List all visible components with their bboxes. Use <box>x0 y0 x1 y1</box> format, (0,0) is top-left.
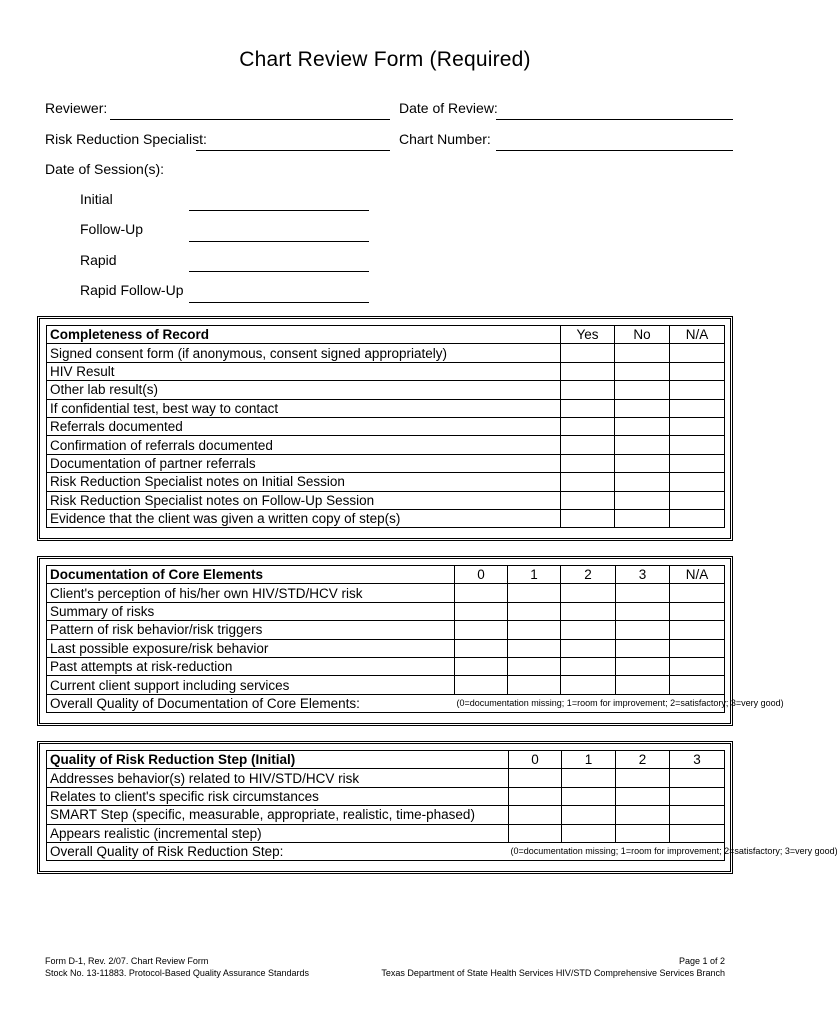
overall-label: Overall Quality of Documentation of Core Elements: <box>47 694 455 712</box>
completeness-section <box>37 316 733 541</box>
no-cell[interactable] <box>615 362 670 380</box>
col-3: 3 <box>670 751 725 769</box>
scale-note: (0=documentation missing; 1=room for improvement; 2=satisfactory; 3=very good) <box>509 842 725 860</box>
row-label: Current client support including services <box>47 676 455 694</box>
yes-cell[interactable] <box>561 399 615 417</box>
row-label: Risk Reduction Specialist notes on Follow-Up Session <box>47 491 561 509</box>
table-row <box>47 806 725 824</box>
row-label: Past attempts at risk-reduction <box>47 657 455 675</box>
score-cell[interactable] <box>670 787 725 805</box>
na-cell[interactable] <box>670 509 725 527</box>
chart-number-label: Chart Number: <box>399 131 491 147</box>
row-label: Confirmation of referrals documented <box>47 436 561 454</box>
no-cell[interactable] <box>615 399 670 417</box>
row-label: Pattern of risk behavior/risk triggers <box>47 621 455 639</box>
no-cell[interactable] <box>615 454 670 472</box>
overall-row <box>47 694 725 712</box>
score-cell[interactable] <box>616 806 670 824</box>
table-row <box>47 454 725 472</box>
session-initial-field[interactable] <box>189 210 369 211</box>
session-rapid-followup-field[interactable] <box>189 302 369 303</box>
table-row <box>47 676 725 694</box>
completeness-heading: Completeness of Record <box>47 326 561 344</box>
na-cell[interactable] <box>670 491 725 509</box>
scale-note: (0=documentation missing; 1=room for improvement; 2=satisfactory; 3=very good) <box>455 694 725 712</box>
table-row <box>47 509 725 527</box>
row-label: Summary of risks <box>47 602 455 620</box>
na-cell[interactable] <box>670 417 725 435</box>
score-cell[interactable] <box>509 787 562 805</box>
yes-cell[interactable] <box>561 454 615 472</box>
session-followup-label: Follow-Up <box>80 221 144 237</box>
chart-number-field[interactable] <box>496 150 733 151</box>
row-label: Appears realistic (incremental step) <box>47 824 509 842</box>
score-cell[interactable] <box>562 806 616 824</box>
score-cell[interactable] <box>508 676 561 694</box>
yes-cell[interactable] <box>561 381 615 399</box>
score-cell[interactable] <box>670 602 725 620</box>
score-cell[interactable] <box>616 657 670 675</box>
table-row <box>47 436 725 454</box>
col-no: No <box>615 326 670 344</box>
table-header-row <box>47 326 725 344</box>
score-cell[interactable] <box>455 676 508 694</box>
row-label: Last possible exposure/risk behavior <box>47 639 455 657</box>
score-cell[interactable] <box>455 621 508 639</box>
form-id: Form D-1, Rev. 2/07. Chart Review Form <box>45 956 209 966</box>
core-elements-table <box>46 565 784 713</box>
score-cell[interactable] <box>616 824 670 842</box>
core-elements-section <box>37 556 784 726</box>
score-cell[interactable] <box>616 787 670 805</box>
score-cell[interactable] <box>670 621 725 639</box>
yes-cell[interactable] <box>561 436 615 454</box>
row-label: Referrals documented <box>47 417 561 435</box>
score-cell[interactable] <box>561 602 616 620</box>
row-label: Risk Reduction Specialist notes on Initial Session <box>47 473 561 491</box>
score-cell[interactable] <box>561 657 616 675</box>
row-label: Client's perception of his/her own HIV/STD/HCV risk <box>47 584 455 602</box>
date-of-review-label: Date of Review: <box>399 100 498 116</box>
score-cell[interactable] <box>616 602 670 620</box>
table-row <box>47 417 725 435</box>
table-row <box>47 344 725 362</box>
score-cell[interactable] <box>561 676 616 694</box>
score-cell[interactable] <box>670 584 725 602</box>
row-label: Relates to client's specific risk circumstances <box>47 787 509 805</box>
no-cell[interactable] <box>615 381 670 399</box>
table-row <box>47 639 725 657</box>
na-cell[interactable] <box>670 344 725 362</box>
table-row <box>47 381 725 399</box>
yes-cell[interactable] <box>561 491 615 509</box>
session-followup-field[interactable] <box>189 241 369 242</box>
row-label: HIV Result <box>47 362 561 380</box>
risk-step-heading: Quality of Risk Reduction Step (Initial) <box>47 751 509 769</box>
score-cell[interactable] <box>508 584 561 602</box>
table-row <box>47 787 725 805</box>
col-na: N/A <box>670 566 725 584</box>
yes-cell[interactable] <box>561 362 615 380</box>
na-cell[interactable] <box>670 362 725 380</box>
score-cell[interactable] <box>616 621 670 639</box>
score-cell[interactable] <box>561 621 616 639</box>
score-cell[interactable] <box>562 769 616 787</box>
session-rapid-followup-label: Rapid Follow-Up <box>80 282 184 298</box>
score-cell[interactable] <box>670 639 725 657</box>
score-cell[interactable] <box>561 639 616 657</box>
score-cell[interactable] <box>455 657 508 675</box>
completeness-table <box>46 325 725 528</box>
agency-name: Texas Department of State Health Services HIV/STD Comprehensive Services Branch <box>381 968 725 978</box>
na-cell[interactable] <box>670 436 725 454</box>
row-label: Addresses behavior(s) related to HIV/STD/HCV risk <box>47 769 509 787</box>
table-row <box>47 602 725 620</box>
risk-step-table <box>46 750 838 861</box>
page-title: Chart Review Form (Required) <box>239 48 531 71</box>
col-1: 1 <box>508 566 561 584</box>
score-cell[interactable] <box>616 639 670 657</box>
table-header-row <box>47 751 725 769</box>
risk-step-section <box>37 741 838 874</box>
session-rapid-label: Rapid <box>80 252 117 268</box>
date-of-review-field[interactable] <box>496 119 733 120</box>
session-rapid-field[interactable] <box>189 271 369 272</box>
no-cell[interactable] <box>615 491 670 509</box>
score-cell[interactable] <box>455 639 508 657</box>
yes-cell[interactable] <box>561 417 615 435</box>
score-cell[interactable] <box>670 657 725 675</box>
table-header-row <box>47 566 725 584</box>
table-row <box>47 362 725 380</box>
col-0: 0 <box>509 751 562 769</box>
yes-cell[interactable] <box>561 473 615 491</box>
row-label: Signed consent form (if anonymous, consent signed appropriately) <box>47 344 561 362</box>
row-label: Other lab result(s) <box>47 381 561 399</box>
col-yes: Yes <box>561 326 615 344</box>
no-cell[interactable] <box>615 436 670 454</box>
table-row <box>47 621 725 639</box>
score-cell[interactable] <box>670 676 725 694</box>
score-cell[interactable] <box>509 769 562 787</box>
row-label: SMART Step (specific, measurable, appropriate, realistic, time-phased) <box>47 806 509 824</box>
na-cell[interactable] <box>670 473 725 491</box>
score-cell[interactable] <box>508 639 561 657</box>
score-cell[interactable] <box>455 584 508 602</box>
score-cell[interactable] <box>616 769 670 787</box>
col-2: 2 <box>616 751 670 769</box>
table-row <box>47 473 725 491</box>
reviewer-label: Reviewer: <box>45 100 108 116</box>
row-label: If confidential test, best way to contact <box>47 399 561 417</box>
score-cell[interactable] <box>670 824 725 842</box>
col-3: 3 <box>616 566 670 584</box>
table-row <box>47 584 725 602</box>
score-cell[interactable] <box>670 769 725 787</box>
page-number: Page 1 of 2 <box>678 956 725 966</box>
footer-left <box>45 955 309 979</box>
score-cell[interactable] <box>616 584 670 602</box>
table-row <box>47 824 725 842</box>
score-cell[interactable] <box>508 602 561 620</box>
score-cell[interactable] <box>509 806 562 824</box>
score-cell[interactable] <box>508 657 561 675</box>
date-of-sessions-label: Date of Session(s): <box>45 161 165 177</box>
no-cell[interactable] <box>615 473 670 491</box>
score-cell[interactable] <box>670 806 725 824</box>
na-cell[interactable] <box>670 381 725 399</box>
no-cell[interactable] <box>615 509 670 527</box>
na-cell[interactable] <box>670 399 725 417</box>
session-initial-label: Initial <box>80 191 113 207</box>
yes-cell[interactable] <box>561 344 615 362</box>
rrs-field[interactable] <box>196 150 390 151</box>
col-2: 2 <box>561 566 616 584</box>
score-cell[interactable] <box>562 787 616 805</box>
score-cell[interactable] <box>455 602 508 620</box>
row-label: Documentation of partner referrals <box>47 454 561 472</box>
overall-row <box>47 842 725 860</box>
col-0: 0 <box>455 566 508 584</box>
table-row <box>47 399 725 417</box>
overall-label: Overall Quality of Risk Reduction Step: <box>47 842 509 860</box>
score-cell[interactable] <box>508 621 561 639</box>
table-row <box>47 657 725 675</box>
table-row <box>47 491 725 509</box>
core-elements-heading: Documentation of Core Elements <box>47 566 455 584</box>
stock-number: Stock No. 13-11883. Protocol-Based Quality Assurance Standards <box>45 968 309 978</box>
score-cell[interactable] <box>616 676 670 694</box>
yes-cell[interactable] <box>561 509 615 527</box>
na-cell[interactable] <box>670 454 725 472</box>
reviewer-field[interactable] <box>110 119 390 120</box>
score-cell[interactable] <box>561 584 616 602</box>
no-cell[interactable] <box>615 417 670 435</box>
table-row <box>47 769 725 787</box>
col-1: 1 <box>562 751 616 769</box>
col-na: N/A <box>670 326 725 344</box>
score-cell[interactable] <box>509 824 562 842</box>
row-label: Evidence that the client was given a written copy of step(s) <box>47 509 561 527</box>
score-cell[interactable] <box>562 824 616 842</box>
no-cell[interactable] <box>615 344 670 362</box>
rrs-label: Risk Reduction Specialist: <box>45 131 207 147</box>
footer-right <box>381 955 725 979</box>
